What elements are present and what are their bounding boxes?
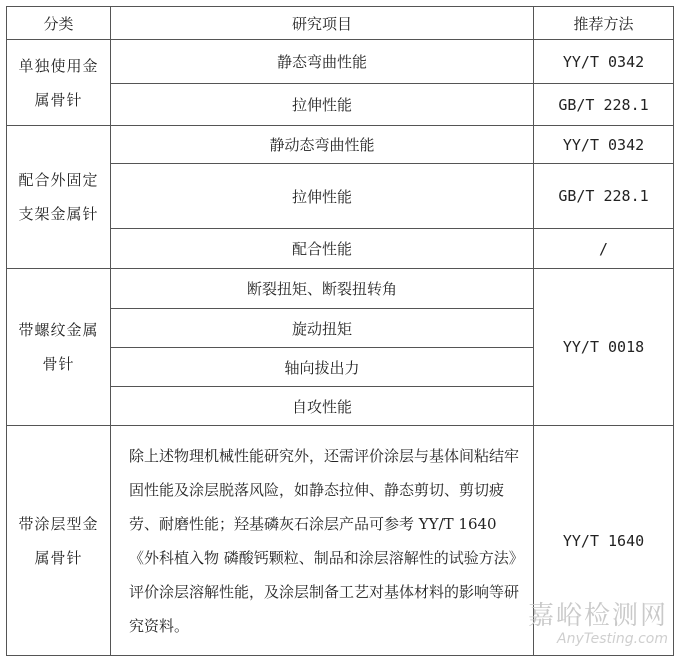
watermark-chinese: 嘉峪检测网 bbox=[527, 601, 668, 631]
research-item-cell: 配合性能 bbox=[111, 229, 534, 269]
method-cell: GB/T 228.1 bbox=[534, 84, 674, 126]
research-item-cell: 拉伸性能 bbox=[111, 164, 534, 229]
method-cell: YY/T 0342 bbox=[534, 40, 674, 84]
method-cell: / bbox=[534, 229, 674, 269]
research-item-cell: 自攻性能 bbox=[111, 387, 534, 426]
research-item-cell: 拉伸性能 bbox=[111, 84, 534, 126]
header-recommended-method: 推荐方法 bbox=[534, 7, 674, 40]
table-row bbox=[7, 269, 674, 309]
method-cell: YY/T 1640 bbox=[534, 426, 674, 656]
header-category: 分类 bbox=[7, 7, 111, 40]
table-row bbox=[7, 126, 674, 164]
category-cell: 单独使用金属骨针 bbox=[7, 40, 111, 126]
research-item-cell: 旋动扭矩 bbox=[111, 309, 534, 348]
research-item-cell: 断裂扭矩、断裂扭转角 bbox=[111, 269, 534, 309]
category-cell: 配合外固定支架金属针 bbox=[7, 126, 111, 269]
research-item-cell: 静动态弯曲性能 bbox=[111, 126, 534, 164]
research-item-cell: 轴向拔出力 bbox=[111, 348, 534, 387]
watermark bbox=[528, 601, 668, 647]
method-cell: YY/T 0018 bbox=[534, 269, 674, 426]
research-item-cell: 静态弯曲性能 bbox=[111, 40, 534, 84]
method-cell: GB/T 228.1 bbox=[534, 164, 674, 229]
research-methods-table bbox=[6, 6, 674, 656]
table-header-row bbox=[7, 7, 674, 40]
header-research-item: 研究项目 bbox=[111, 7, 534, 40]
category-cell: 带涂层型金属骨针 bbox=[7, 426, 111, 656]
category-cell: 带螺纹金属骨针 bbox=[7, 269, 111, 426]
research-item-cell: 除上述物理机械性能研究外，还需评价涂层与基体间粘结牢固性能及涂层脱落风险，如静态拉伸、静态剪切、剪切疲劳、耐磨性能；羟基磷灰石涂层产品可参考 YY/T 1640《外科植入物 磷酸钙颗粒、制品和涂层溶解性的试验方法》评价涂层溶解性能，及涂层制备工艺对基体材料的影响等研究资料。 bbox=[111, 426, 534, 656]
watermark-english: AnyTesting.com bbox=[557, 631, 668, 647]
method-cell: YY/T 0342 bbox=[534, 126, 674, 164]
table-row bbox=[7, 40, 674, 84]
